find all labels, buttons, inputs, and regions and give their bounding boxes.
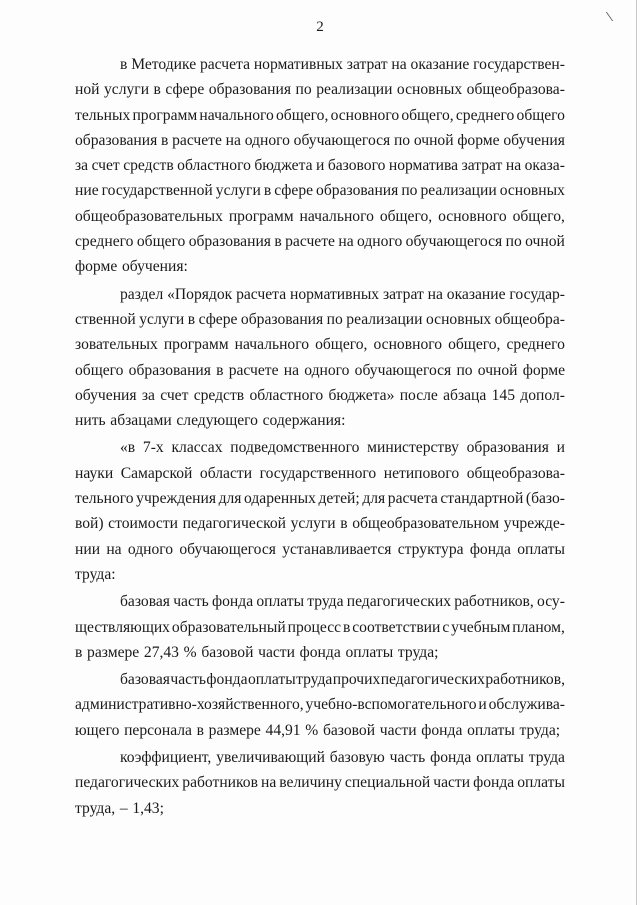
paragraph: [75, 52, 565, 280]
document-body: [75, 52, 565, 821]
text-line: труда:: [75, 565, 116, 583]
text-line: ющего персонала в размере 44,91 % базовой части фонда оплаты труда;: [75, 721, 561, 739]
text-line: нии на одного обучающегося устанавливается структура фонда оплаты: [75, 540, 565, 558]
text-line: зовательных программ начального общего, основного общего, среднего: [75, 336, 565, 354]
text-line: ной услуги в сфере образования по реализации основных общеобразова-: [75, 81, 565, 99]
paragraph: [75, 282, 565, 434]
text-line: в Методике расчета нормативных затрат на оказание государствен-: [120, 56, 565, 73]
text-line: среднего общего образования в расчете на одного обучающегося по очной: [75, 233, 565, 251]
text-line: ственной услуги в сфере образования по реализации основных общеобра-: [75, 310, 565, 328]
text-line: «в 7-х классах подведомственного министерству образования и: [120, 439, 565, 457]
text-line: тельного учреждения для одаренных детей; для расчета стандартной (базо-: [75, 490, 565, 508]
text-line: раздел «Порядок расчета нормативных затрат на оказание государ-: [120, 285, 565, 303]
paragraph: [75, 745, 565, 821]
paragraph: [75, 667, 565, 743]
text-line: административно-хозяйственного, учебно-вспомогательного и обслужива-: [75, 696, 565, 714]
text-line: за счет средств областного бюджета и базового норматива затрат на оказа-: [75, 157, 565, 175]
text-line: коэффициент, увеличивающий базовую часть фонда оплаты труда: [120, 749, 565, 767]
text-line: форме обучения:: [75, 258, 188, 276]
text-line: труда, – 1,43;: [75, 799, 164, 817]
scan-edge-line: [636, 0, 637, 905]
text-line: педагогических работников на величину специальной части фонда оплаты: [75, 774, 565, 792]
paragraph: [75, 589, 565, 665]
text-line: базовая часть фонда оплаты труда прочих педагогических работников,: [120, 671, 565, 689]
text-line: тельных программ начального общего, основного общего, среднего общего: [75, 106, 565, 124]
text-line: нить абзацами следующего содержания:: [75, 412, 346, 430]
text-line: ществляющих образовательный процесс в соответствии с учебным планом,: [75, 618, 565, 636]
paragraph: [75, 435, 565, 587]
text-line: в размере 27,43 % базовой части фонда оплаты труда;: [75, 643, 439, 661]
text-line: вой) стоимости педагогической услуги в общеобразовательном учрежде-: [75, 515, 565, 533]
text-line: базовая часть фонда оплаты труда педагогических работников, осу-: [120, 593, 565, 611]
text-line: образования в расчете на одного обучающегося по очной форме обучения: [75, 131, 565, 149]
text-line: общего образования в расчете на одного обучающегося по очной форме: [75, 361, 565, 379]
page-number: 2: [316, 19, 324, 35]
text-line: общеобразовательных программ начального общего, основного общего,: [75, 207, 565, 225]
text-line: ние государственной услуги в сфере образования по реализации основных: [75, 182, 565, 200]
text-line: обучения за счет средств областного бюджета» после абзаца 145 допол-: [75, 386, 565, 404]
text-line: науки Самарской области государственного нетипового общеобразова-: [75, 464, 565, 482]
